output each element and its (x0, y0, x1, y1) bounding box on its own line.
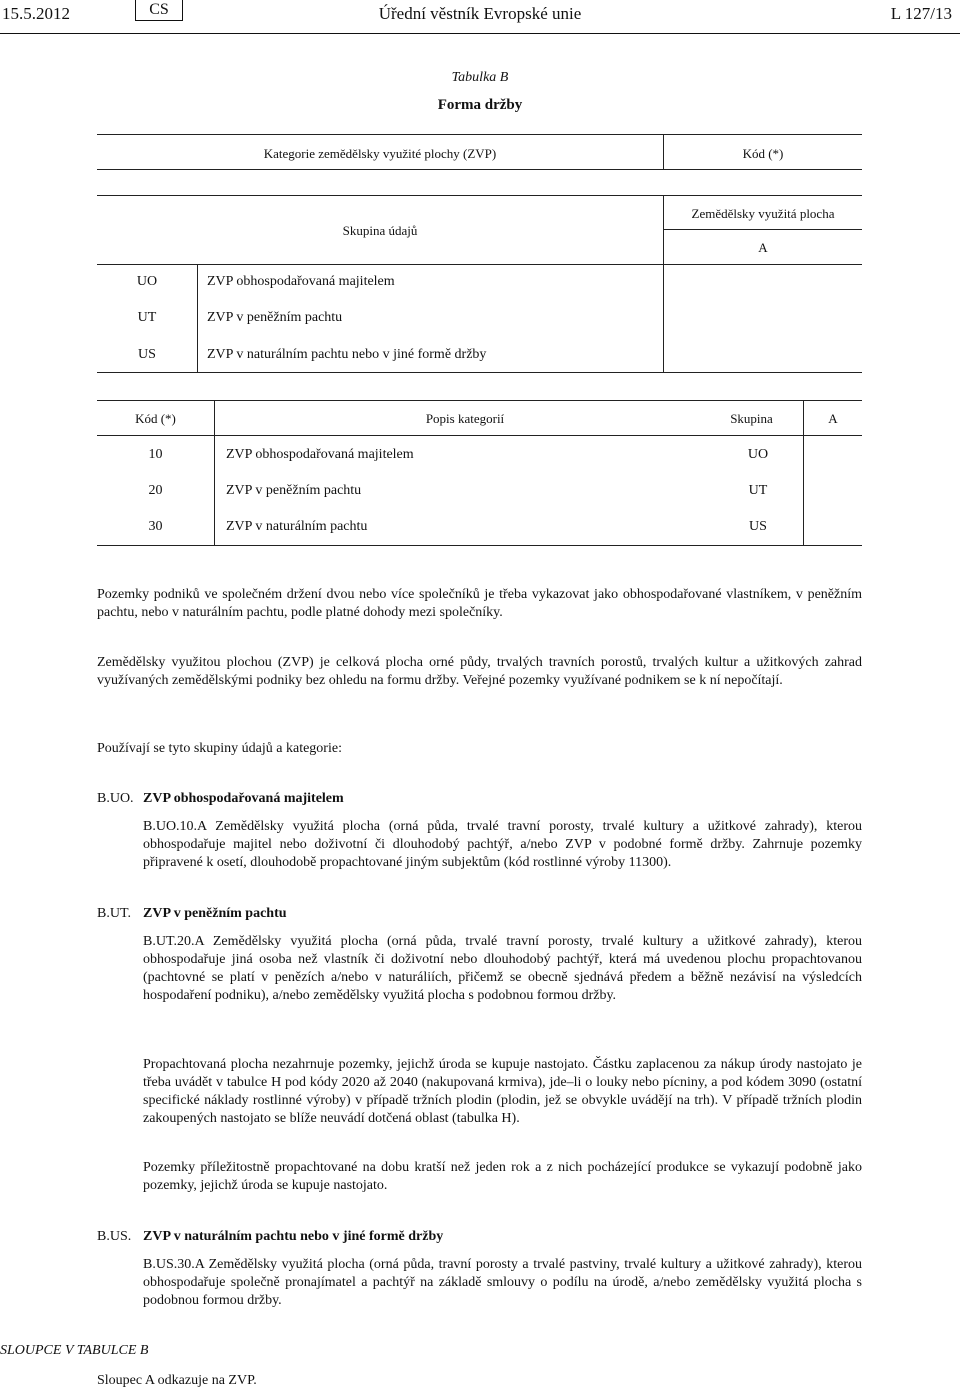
section-ut-text-2: Propachtovaná plocha nezahrnuje pozemky, jejichž úroda se kupuje nastojato. Částku zaplacenou za nákup úrody nastojato je třeba uvádět v tabulce H pod kódy 2020 až 2040 (nakupovaná krmiva), jde–li o louky nebo pícniny, a pod kódem 3090 (ostatní specifické náklady rostlinné výroby) v případě tržních plodin (plodin, jež se obvykle uvádějí na trh). V případě tržních plodin zakoupených nastojato se blíže neuvádí dotčená oblast (tabulka H). (143, 1057, 862, 1126)
table3-header-group: Skupina (730, 411, 773, 426)
table-rule (97, 372, 862, 373)
table3-row-description: ZVP v peněžním pachtu (226, 483, 362, 498)
journal-title: Úřední věstník Evropské unie (378, 4, 582, 23)
columns-heading: SLOUPCE V TABULCE B (0, 1343, 149, 1358)
table2-row-code: US (138, 347, 156, 362)
column-a-note: Sloupec A odkazuje na ZVP. (97, 1373, 257, 1388)
section-uo-text: B.UO.10.A Zemědělsky využitá plocha (orná půda, trvalé travní porosty, trvalé kultury a užitkové zahrady), kterou obhospodařuje majitel nebo doživotní či dlouhodobý pachtýř, a/nebo ZVP v podobné formě držby. Zahrnuje pozemky připravené k osetí, dlouhodobě propachtované jiným subjektům (kód rostlinné výroby 11300). (143, 819, 862, 870)
table3-header-area-column: A (828, 411, 838, 426)
section-us-title: ZVP v naturálním pachtu nebo v jiné formě držby (143, 1229, 444, 1244)
table2-header-area: Zemědělsky využitá plocha (691, 206, 835, 221)
table3-row-code: 20 (148, 483, 163, 498)
table2-row-label: ZVP v naturálním pachtu nebo v jiné formě držby (207, 347, 487, 362)
table-rule (664, 229, 862, 230)
table3-row-group: US (749, 519, 767, 534)
header-rule (0, 33, 960, 34)
table-caption: Tabulka B (451, 70, 509, 85)
table-rule (97, 169, 862, 170)
table2-row-code: UO (136, 274, 158, 289)
paragraph-uaa-definition: Zemědělsky využitou plochou (ZVP) je celková plocha orné půdy, trvalých travních porostů, trvalých kultur a užitkových zahrad využívaných zemědělskými podniky bez ohledu na formu držby. Veřejné pozemky využívané podnikem se k ní nepočítají. (97, 655, 862, 688)
section-us-code: B.US. (97, 1229, 132, 1244)
table-rule (97, 134, 862, 135)
table3-header-description: Popis kategorií (425, 411, 505, 426)
table-rule (97, 435, 862, 436)
page-reference: L 127/13 (890, 4, 952, 23)
section-ut-text-3: Pozemky příležitostně propachtované na dobu kratší než jeden rok a z nich pocházející produkce se vykazují podobně jako pozemky, jejichž úroda se kupuje nastojato. (143, 1160, 862, 1193)
table-rule (97, 264, 862, 265)
table-rule (97, 545, 862, 546)
table1-header-code: Kód (*) (742, 146, 784, 161)
paragraph-intro-groups: Používají se tyto skupiny údajů a kategorie: (97, 741, 342, 756)
section-ut-text-1: B.UT.20.A Zemědělsky využitá plocha (orná půda, trvalé travní porosty, trvalé kultury a užitkové zahrady), kterou obhospodařuje jiná osoba než vlastník či doživotní nebo dlouhodobý pachtýř, která má uvedenou plochu propachtovanou (pachtovné se platí v penězích a/nebo v naturáliích, přičemž se obecně sjednává předem a běžně nezávisí na výsledcích hospodaření podniku), a/nebo zemědělsky využitá plocha s podobnou formou držby. (143, 934, 862, 1003)
table-rule (97, 400, 862, 401)
table3-row-code: 30 (148, 519, 163, 534)
table2-header-area-column: A (758, 240, 768, 255)
table3-row-description: ZVP obhospodařovaná majitelem (226, 447, 414, 462)
section-ut-code: B.UT. (97, 906, 131, 921)
table-title: Forma držby (437, 97, 523, 113)
table-rule (97, 195, 862, 196)
section-uo-code: B.UO. (97, 791, 134, 806)
table3-row-group: UO (747, 447, 769, 462)
paragraph-joint-holdings: Pozemky podniků ve společném držení dvou nebo více společníků je třeba vykazovat jako obhospodařované vlastníkem, v peněžním pachtu, nebo v naturálním pachtu, podle platné dohody mezi společníky. (97, 587, 862, 620)
table2-row-code: UT (137, 310, 157, 325)
table1-header-category: Kategorie zemědělsky využité plochy (ZVP) (263, 146, 497, 161)
table2-row-label: ZVP obhospodařovaná majitelem (207, 274, 395, 289)
header-date: 15.5.2012 (2, 4, 70, 23)
table3-header-code: Kód (*) (135, 411, 176, 426)
section-ut-title: ZVP v peněžním pachtu (143, 906, 287, 921)
section-us-text: B.US.30.A Zemědělsky využitá plocha (orná půda, travní porosty a trvalé pastviny, trvalé kultury a užitkové zahrady), kterou obhospodařuje společně pronajímatel a pachtýř na základě smlouvy o podílu na úrodě, a/nebo zemědělsky využitá plocha s podobnou formou držby. (143, 1257, 862, 1308)
table2-header-group: Skupina údajů (342, 223, 418, 238)
table3-row-description: ZVP v naturálním pachtu (226, 519, 368, 534)
table-rule (197, 264, 198, 372)
table2-row-label: ZVP v peněžním pachtu (207, 310, 343, 325)
table3-row-group: UT (748, 483, 768, 498)
section-uo-title: ZVP obhospodařovaná majitelem (143, 791, 344, 806)
table3-row-code: 10 (148, 447, 163, 462)
language-badge: CS (135, 0, 183, 21)
